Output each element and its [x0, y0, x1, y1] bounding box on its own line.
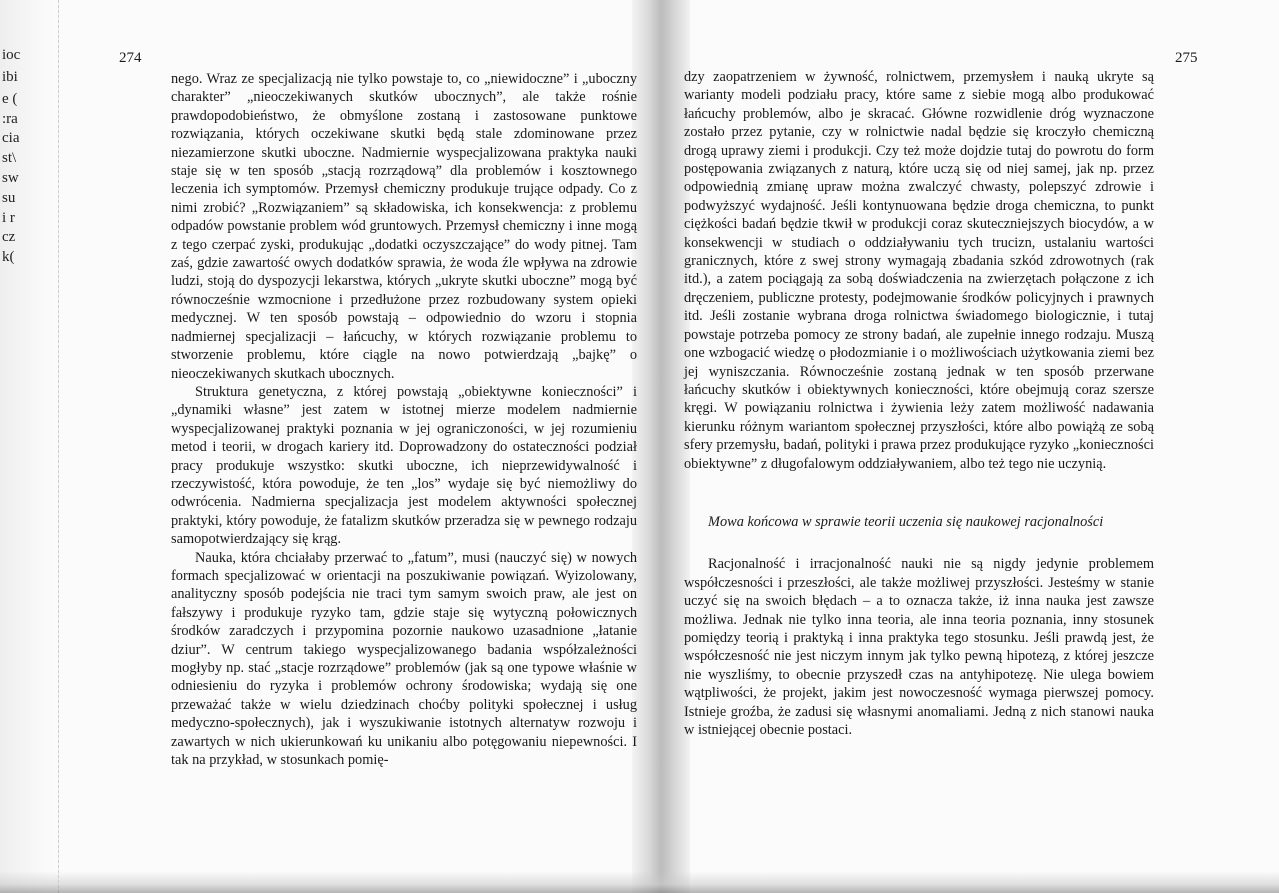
edge-fragment: su [2, 190, 16, 206]
left-paragraph: nego. Wraz ze specjalizacją nie tylko powstaje to, co „niewidoczne” i „uboczny charakter” „nieoczekiwanych skutków ubocznych”, ale także rośnie prawdopodobieństwo, że obmyślone zostaną i zastosowane punktowe rozwiązania, których oczekiwane skutki będą stale zdominowane przez niezamierzone skutki uboczne. Nadmiernie wyspecjalizowana praktyka nauki staje się w ten sposób „stacją rozrządową” dla problemów i kosztownego leczenia ich symptomów. Przemysł chemiczny produkuje trujące odpady. Co z nimi zrobić? „Rozwiązaniem” są składowiska, ich konsekwencja: z problemu odpadów powstanie problem wód gruntowych. Przemysł chemiczny i inne mogą z tego czerpać zyski, produkując „dodatki oczyszczające” do wody pitnej. Tam zaś, gdzie zawartość owych dodatków sprawia, że woda źle wpływa na zdrowie ludzi, stoją do dyspozycji lekarstwa, których „ukryte skutki uboczne” mogą być równocześnie wzmocnione i przedłużone przez rozbudowany system opieki medycznej. W ten sposób powstają – odpowiednio do wzoru i stopnia nadmiernej specjalizacji – łańcuchy, w których rozwiązanie problemu to stworzenie problemu, które ciągle na nowo potwierdzają „bajkę” o nieoczekiwanych skutkach ubocznych. [171, 71, 637, 382]
scan-bottom-shadow [0, 871, 1279, 893]
edge-fragment: cz [2, 229, 16, 245]
book-gutter [632, 0, 690, 893]
previous-page-edge [0, 0, 59, 893]
left-page-body [171, 70, 637, 769]
edge-fragment: ibi [2, 69, 18, 85]
right-paragraph: dzy zaopatrzeniem w żywność, rolnictwem, przemysłem i nauką ukryte są warianty modeli podziału pracy, które same z siebie mogą albo produkować łańcuchy problemów, albo je skracać. Główne rozwidlenie dróg wyznaczone zostało przez pytanie, czy w rolnictwie nadal będzie się kroczyło chemiczną drogą uprawy ziemi i produkcji. Czy też może dojdzie tutaj do powrotu do form postępowania związanych z naturą, które uczą się od niej samej, jak np. przez odpowiednią zmianę upraw można zwalczyć chwasty, polepszyć zdrowie i podwyższyć wydajność. Jeśli kontynuowana będzie droga chemiczna, to punkt ciężkości badań będzie tkwił w produkcji coraz skuteczniejszych biocydów, a w konsekwencji w studiach o oddziaływaniu tych trucizn, ustalaniu wartości granicznych, które z swej strony wymagają zbadania szkód zdrowotnych (rak itd.), a zatem pociągają za sobą doświadczenia na zwierzętach połączone z ich dręczeniem, publiczne protesty, podejmowanie środków policyjnych i prawnych itd. Jeśli zostanie wybrana droga rolnictwa świadomego biologicznie, i tutaj powstaje potrzeba pomocy ze strony badań, ale zupełnie innego rodzaju. Muszą one wzbogacić wiedzę o płodozmianie i o możliwościach użytkowania ziemi bez jej wyniszczania. Równocześnie zostaną jednak w ten sposób przerwane łańcuchy skutków i obiektywnych konieczności, które obejmują coraz szersze kręgi. W powiązaniu rolnictwa i żywienia leży zatem możliwość nadawania kierunku różnym wariantom społecznej przyszłości, które albo powiążą ze sobą sfery przemysłu, badań, polityki i prawa przez produkujące ryzyko „konieczności obiektywne” z długofalowym oddziaływaniem, albo też tego nie uczynią. [684, 69, 1154, 472]
left-paragraph: Nauka, która chciałaby przerwać to „fatum”, musi (nauczyć się) w nowych formach specjalizować w orientacji na poszukiwanie powiązań. Wyizolowany, analityczny sposób podejścia nie traci tym samym swoich praw, ale jest on fałszywy i produkuje ryzyko tam, gdzie staje się wytyczną połowicznych środków zaradczych i przypomina pozornie naukowo uzasadnione „łatanie dziur”. W centrum takiego wyspecjalizowanego badania współzależności mogłyby np. stać „stacje rozrządowe” problemów (jak są one typowe właśnie w odniesieniu do ryzyka i problemów ochrony środowiska; wydają się one przeważać także w wielu dziedzinach choćby polityki społecznej i usług medyczno-społecznych), jak i wyszukiwanie istotnych alternatyw rozwoju i zawartych w nich ukierunkowań ku unikaniu albo potęgowaniu niepewności. I tak na przykład, w stosunkach pomię- [171, 549, 637, 769]
edge-fragment: sw [2, 170, 19, 186]
edge-fragment: i r [2, 210, 15, 226]
edge-fragment: st\ [2, 150, 17, 166]
left-page-number: 274 [119, 50, 142, 66]
right-page-number: 275 [1175, 50, 1198, 66]
section-heading: Mowa końcowa w sprawie teorii uczenia się naukowej racjonalności [708, 513, 1104, 530]
left-paragraph: Struktura genetyczna, z której powstają „obiektywne konieczności” i „dynamiki własne” jest zatem w istotnej mierze modelem nadmiernie wyspecjalizowanej praktyki poznania w jej ograniczoności, w jej rozumieniu metod i teorii, w drogach kariery itd. Doprowadzony do ostateczności podział pracy produkuje wszystko: skutki uboczne, ich nieprzewidywalność i rzeczywistość, która powoduje, że ten „los” wydaje się być niemożliwy do odwrócenia. Nadmierna specjalizacja jest modelem aktywności społecznej praktyki, który powoduje, że fatalizm skutków przeradza się w pewnego rodzaju samopotwierdzający się krąg. [171, 383, 637, 548]
edge-fragment: k( [2, 249, 15, 265]
right-paragraph: Racjonalność i irracjonalność nauki nie są nigdy jedynie problemem współczesności i przeszłości, ale także możliwej przyszłości. Jesteśmy w stanie uczyć się na swoich błędach – a to oznacza także, iż inna nauka jest zawsze możliwa. Jednak nie tylko inna teoria, ale inna teoria poznania, inny stosunek pomiędzy teorią i praktyką i inna praktyka tego stosunku. Jeśli prawdą jest, że współczesność nie jest niczym innym jak tylko pewną hipotezą, z której jeszcze nie wyszliśmy, to obecnie przyszedł czas na antyhipotezę. Nie ulega bowiem wątpliwości, że projekt, jakim jest nowoczesność wymaga pierwszej pomocy. Istnieje groźba, że zadusi się własnymi anomaliami. Jedną z nich stanowi nauka w istniejącej obecnie postaci. [684, 556, 1154, 738]
right-page-body [684, 68, 1154, 739]
edge-fragment: :ra [2, 111, 18, 127]
edge-fragment: ioc [2, 47, 21, 63]
edge-fragment: e ( [2, 91, 18, 107]
edge-fragment: cia [2, 130, 20, 146]
